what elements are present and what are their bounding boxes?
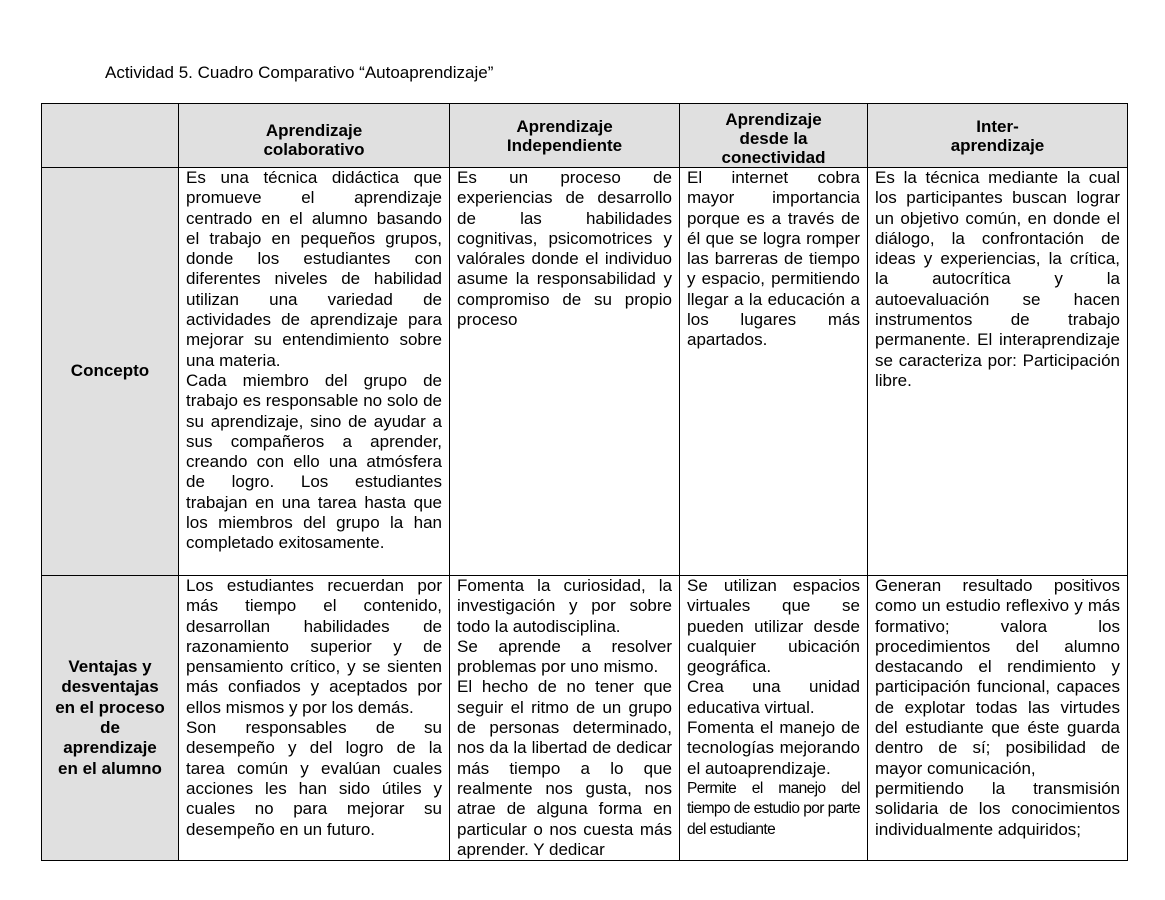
cell-paragraph: El hecho de no tener que seguir el ritmo de un grupo de personas determinado, nos da la libertad de dedicar más tiempo a lo que realmente nos gusta, nos atrae de alguna forma en particular o nos cuesta más aprender. Y dedicar bbox=[457, 677, 672, 859]
cell-paragraph: Cada miembro del grupo de trabajo es responsable no solo de su aprendizaje, sino de ayudar a sus compañeros a aprender, creando con ello una atmósfera de logro. Los estudiantes trabajan en una tarea hasta que los miembros del grupo la han completado exitosamente. bbox=[186, 370, 442, 553]
cell-paragraph: Son responsables de su desempeño y del logro de la tarea común y evalúan cuales acciones les han sido útiles y cuales no para mejorar su desempeño en un futuro. bbox=[186, 718, 442, 839]
document-title: Actividad 5. Cuadro Comparativo “Autoaprendizaje” bbox=[105, 63, 494, 82]
row-label-ventajas: Ventajas y desventajas en el proceso de aprendizaje en el alumno bbox=[42, 576, 179, 861]
header-corner bbox=[42, 104, 179, 168]
cell-paragraph: Crea una unidad educativa virtual. bbox=[687, 677, 860, 717]
cell-ventajas-conectividad bbox=[680, 576, 868, 861]
table-row bbox=[42, 576, 1128, 861]
comparison-table bbox=[41, 103, 1128, 861]
header-independiente: Aprendizaje Independiente bbox=[450, 104, 680, 168]
cell-ventajas-colaborativo bbox=[179, 576, 450, 861]
cell-paragraph: Se utilizan espacios virtuales que se pueden utilizar desde cualquier ubicación geográfica. bbox=[687, 576, 860, 677]
cell-paragraph: Permite el manejo del tiempo de estudio por parte del estudiante bbox=[687, 779, 860, 838]
cell-paragraph: permitiendo la transmisión solidaria de los conocimientos individualmente adquiridos; bbox=[875, 778, 1120, 839]
cell-paragraph: El internet cobra mayor importancia porque es a través de él que se logra romper las barreras de tiempo y espacio, permitiendo llegar a la educación a los lugares más apartados. bbox=[687, 168, 860, 350]
cell-paragraph: Los estudiantes recuerdan por más tiempo el contenido, desarrollan habilidades de razonamiento superior y de pensamiento crítico, y se sienten más confiados y aceptados por ellos mismos y por los demás. bbox=[186, 576, 442, 717]
cell-ventajas-independiente bbox=[450, 576, 680, 861]
header-colaborativo: Aprendizaje colaborativo bbox=[179, 104, 450, 168]
cell-paragraph: Es un proceso de experiencias de desarrollo de las habilidades cognitivas, psicomotrices y valórales donde el individuo asume la responsabilidad y compromiso de su propio proceso bbox=[457, 168, 672, 330]
cell-paragraph: Fomenta la curiosidad, la investigación y por sobre todo la autodisciplina. bbox=[457, 576, 672, 636]
cell-paragraph: Se aprende a resolver problemas por uno mismo. bbox=[457, 636, 672, 677]
cell-paragraph: Es la técnica mediante la cual los participantes buscan lograr un objetivo común, en donde el diálogo, la confrontación de ideas y experiencias, la crítica, la autocrítica y la autoevaluación se hacen instrumentos de trabajo permanente. El interaprendizaje se caracteriza por: Participación libre. bbox=[875, 168, 1120, 390]
cell-concepto-independiente bbox=[450, 168, 680, 576]
cell-paragraph: Generan resultado positivos como un estudio reflexivo y más formativo; valora los procedimientos del alumno destacando el rendimiento y participación funcional, capaces de explotar todas las virtudes del estudiante que éste guarda dentro de sí; posibilidad de mayor comunicación, bbox=[875, 576, 1120, 778]
cell-paragraph: Es una técnica didáctica que promueve el aprendizaje centrado en el alumno basando el trabajo en pequeños grupos, donde los estudiantes con diferentes niveles de habilidad utilizan una variedad de actividades de aprendizaje para mejorar su entendimiento sobre una materia. bbox=[186, 168, 442, 370]
table-header-row bbox=[42, 104, 1128, 168]
cell-concepto-colaborativo bbox=[179, 168, 450, 576]
row-label-concepto: Concepto bbox=[42, 168, 179, 576]
cell-concepto-conectividad bbox=[680, 168, 868, 576]
cell-ventajas-interaprendizaje bbox=[868, 576, 1128, 861]
cell-concepto-interaprendizaje bbox=[868, 168, 1128, 576]
cell-paragraph: Fomenta el manejo de tecnologías mejorando el autoaprendizaje. bbox=[687, 718, 860, 778]
header-interaprendizaje: Inter-aprendizaje bbox=[868, 104, 1128, 168]
header-conectividad: Aprendizaje desde la conectividad bbox=[680, 104, 868, 168]
table-row bbox=[42, 168, 1128, 576]
